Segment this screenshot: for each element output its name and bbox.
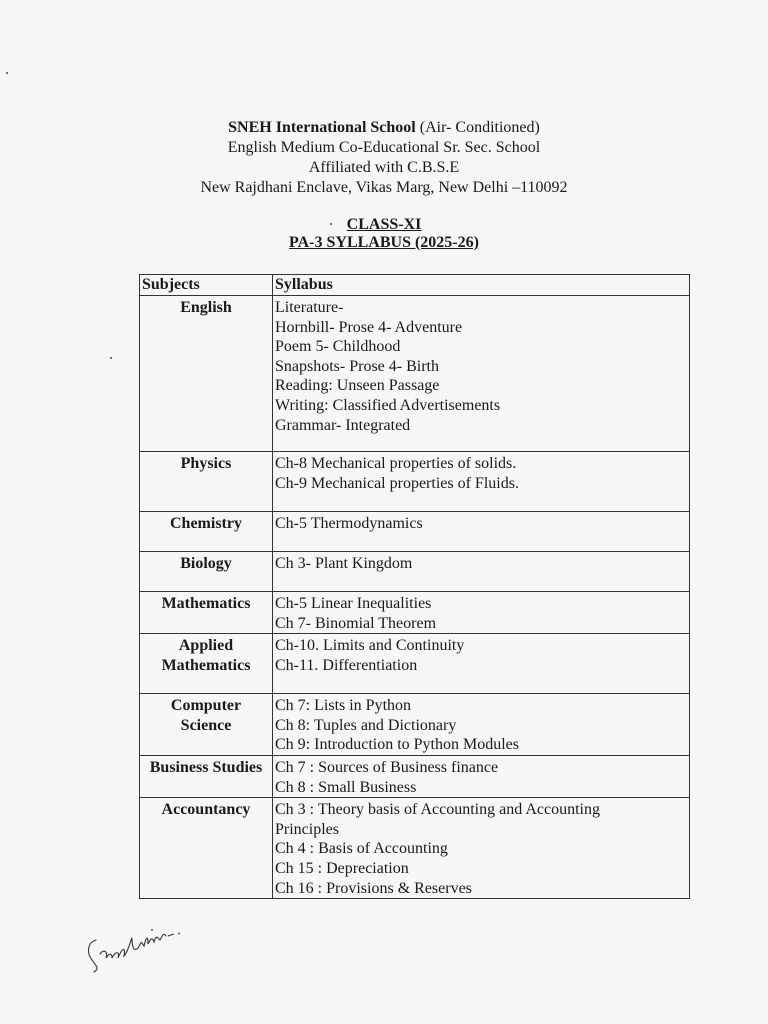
school-note: (Air- Conditioned) xyxy=(415,119,540,136)
subject-cell xyxy=(140,296,273,452)
subject-name: Physics xyxy=(180,455,232,472)
syllabus-item: Ch-5 Linear Inequalities xyxy=(275,595,432,612)
subject-cell xyxy=(140,452,273,512)
affiliation: Affiliated with C.B.S.E xyxy=(308,159,460,176)
syllabus-table xyxy=(139,274,690,899)
school-name: SNEH International School xyxy=(228,119,416,136)
syllabus-item: Reading: Unseen Passage xyxy=(275,377,440,395)
class-title: CLASS-XI xyxy=(346,216,422,233)
syllabus-item: Ch 8 : Small Business xyxy=(275,778,417,796)
syllabus-item: Ch 3 : Theory basis of Accounting and Accounting xyxy=(275,801,600,819)
scan-speck xyxy=(330,223,332,225)
syllabus-item: Ch 8: Tuples and Dictionary xyxy=(275,716,457,734)
subject-cell xyxy=(140,592,273,634)
syllabus-item: Ch 3- Plant Kingdom xyxy=(275,555,413,572)
subject-name: Mathematics xyxy=(161,595,251,612)
syllabus-item: Ch-11. Differentiation xyxy=(275,656,418,674)
syllabus-cell xyxy=(273,512,690,552)
syllabus-item: Ch 9: Introduction to Python Modules xyxy=(275,736,519,754)
table-row xyxy=(140,634,690,694)
subjects-header: Subjects xyxy=(140,275,273,296)
table-row xyxy=(140,296,690,452)
subject-cell xyxy=(140,798,273,899)
signature xyxy=(82,912,202,982)
scan-speck xyxy=(6,72,8,74)
syllabus-item: Hornbill- Prose 4- Adventure xyxy=(275,318,463,336)
subject-name: Biology xyxy=(180,555,232,572)
syllabus-header: Syllabus xyxy=(273,275,690,296)
table-row xyxy=(140,452,690,512)
school-type: English Medium Co-Educational Sr. Sec. School xyxy=(227,139,541,156)
syllabus-item: Ch-8 Mechanical properties of solids. xyxy=(275,455,517,472)
syllabus-item: Ch 7- Binomial Theorem xyxy=(275,614,437,632)
school-header xyxy=(0,118,768,198)
syllabus-item: Ch-9 Mechanical properties of Fluids. xyxy=(275,474,519,492)
syllabus-item: Poem 5- Childhood xyxy=(275,338,401,356)
syllabus-item: Ch 7: Lists in Python xyxy=(275,697,412,715)
subject-cell xyxy=(140,755,273,797)
syllabus-cell xyxy=(273,694,690,756)
table-row xyxy=(140,552,690,592)
syllabus-item: Ch 7 : Sources of Business finance xyxy=(275,758,499,776)
table-row xyxy=(140,694,690,756)
syllabus-item: Ch-5 Thermodynamics xyxy=(275,515,423,532)
syllabus-item: Principles xyxy=(275,820,339,838)
syllabus-item: Writing: Classified Advertisements xyxy=(275,396,501,414)
syllabus-cell xyxy=(273,452,690,512)
subject-name: English xyxy=(180,299,232,316)
table-row xyxy=(140,798,690,899)
syllabus-item: Snapshots- Prose 4- Birth xyxy=(275,357,439,375)
syllabus-cell xyxy=(273,592,690,634)
syllabus-cell xyxy=(273,634,690,694)
subject-name: Science xyxy=(180,716,232,734)
subject-cell xyxy=(140,694,273,756)
table-row xyxy=(140,592,690,634)
subject-name: Applied xyxy=(178,637,234,655)
scan-speck xyxy=(110,357,112,359)
subject-name: Chemistry xyxy=(170,515,242,532)
syllabus-title: PA-3 SYLLABUS (2025-26) xyxy=(289,234,479,251)
table-body xyxy=(140,296,690,899)
subject-name: Computer xyxy=(170,697,242,715)
subject-name: Accountancy xyxy=(161,801,251,819)
syllabus-cell xyxy=(273,296,690,452)
syllabus-item: Ch 15 : Depreciation xyxy=(275,859,409,877)
syllabus-item: Grammar- Integrated xyxy=(275,416,411,434)
subject-cell xyxy=(140,512,273,552)
syllabus-item: Ch 16 : Provisions & Reserves xyxy=(275,879,472,897)
subject-cell xyxy=(140,634,273,694)
syllabus-cell xyxy=(273,798,690,899)
table-header-row xyxy=(140,275,690,296)
syllabus-table-wrap xyxy=(139,274,690,899)
school-address: New Rajdhani Enclave, Vikas Marg, New Delhi –110092 xyxy=(200,179,568,196)
table-row xyxy=(140,755,690,797)
school-name-line xyxy=(0,118,768,138)
document-titles xyxy=(0,216,768,252)
table-row xyxy=(140,512,690,552)
subject-cell xyxy=(140,552,273,592)
subject-name: Mathematics xyxy=(161,656,251,674)
syllabus-item: Literature- xyxy=(275,299,344,316)
subject-name: Business Studies xyxy=(149,758,263,776)
syllabus-item: Ch 4 : Basis of Accounting xyxy=(275,840,448,858)
syllabus-cell xyxy=(273,552,690,592)
syllabus-item: Ch-10. Limits and Continuity xyxy=(275,637,465,655)
syllabus-cell xyxy=(273,755,690,797)
